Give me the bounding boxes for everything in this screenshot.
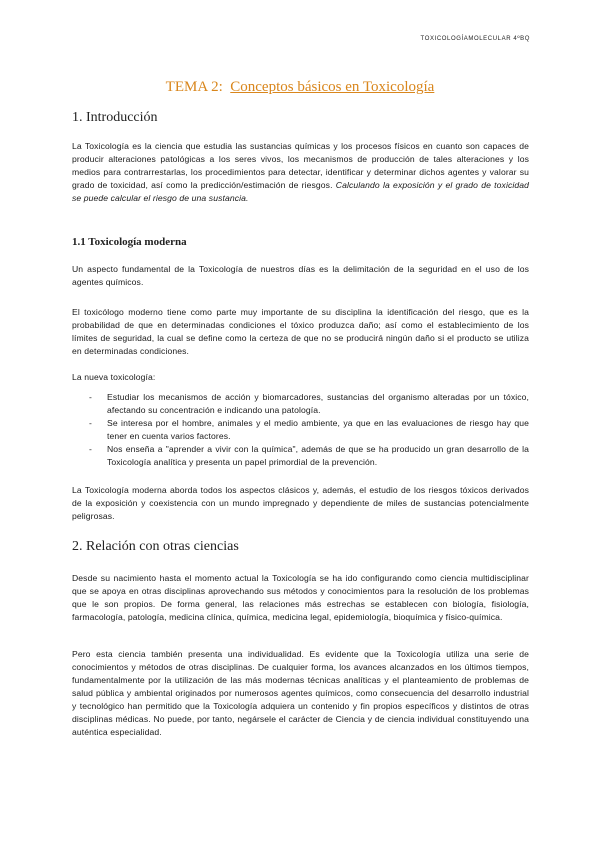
- paragraph-block: [72, 484, 529, 523]
- list-item: [72, 417, 529, 443]
- section-introduccion: [72, 110, 529, 126]
- section-relacion: [72, 539, 529, 555]
- section-heading: 2. Relación con otras ciencias: [72, 539, 239, 554]
- intro-italic-text: Calculando la exposición y el grado de toxicidad se puede calcular el riesgo de una sustancia.: [72, 180, 529, 203]
- paragraph: El toxicólogo moderno tiene como parte muy importante de su disciplina la identificación del riesgo, que es la probabilidad de que en determinadas condiciones el tóxico produzca daño; así como el establecimiento de los límites de seguridad, la cual se define como la certeza de que no se producirá ningún daño si el producto se utiliza en determinadas condiciones.: [72, 307, 529, 356]
- list-item-text: Se interesa por el hombre, animales y el medio ambiente, ya que en las evaluaciones de riesgo hay que tener en cuenta varios factores.: [107, 418, 529, 441]
- section-heading: 1. Introducción: [72, 110, 158, 125]
- paragraph: La Toxicología moderna aborda todos los aspectos clásicos y, además, el estudio de los riesgos tóxicos derivados de la exposición y coexistencia con un mundo impregnado y dependiente de miles de sustancias potencialmente peligrosas.: [72, 485, 529, 521]
- list-item-text: Estudiar los mecanismos de acción y biomarcadores, sustancias del organismo alteradas por un tóxico, afectando su concentración e indicando una patología.: [107, 392, 529, 415]
- dash-list: [72, 391, 529, 469]
- intro-paragraph-block: [72, 140, 529, 205]
- list-intro-block: [72, 371, 529, 384]
- title-link[interactable]: Conceptos básicos en Toxicología: [230, 79, 435, 95]
- paragraph: Pero esta ciencia también presenta una individualidad. Es evidente que la Toxicología utiliza una serie de conocimientos y métodos de otras disciplinas. De cualquier forma, los avances alcanzados en los últimos tiempos, fundamentalmente por la utilización de las más modernas técnicas analíticas y el planteamiento de problemas de salud pública y ambiental originados por numerosos agentes químicos, como consecuencia del desarrollo industrial y tecnológico han permitido que la Toxicología adquiera un contenido y fin propios específicos y distintos de otras disciplinas médicas. No puede, por tanto, negársele el carácter de Ciencia y de ciencia individual constituyendo una auténtica especialidad.: [72, 649, 529, 737]
- section-toxicologia-moderna: [72, 236, 529, 248]
- list-item-text: Nos enseña a "aprender a vivir con la química", además de que se ha producido un gran desarrollo de la Toxicología analítica y presenta un papel primordial de la prevención.: [107, 444, 529, 467]
- paragraph-block: [72, 648, 529, 739]
- paragraph-block: [72, 306, 529, 358]
- list-item: [72, 443, 529, 469]
- bullet-mark: -: [89, 444, 92, 454]
- list-item: [72, 391, 529, 417]
- bullet-mark: -: [89, 392, 92, 402]
- page-title: [0, 79, 600, 96]
- running-header: TOXICOLOGÍAMOLECULAR 4ºBQ: [420, 36, 530, 42]
- paragraph-block: [72, 572, 529, 624]
- paragraph: Un aspecto fundamental de la Toxicología de nuestros días es la delimitación de la seguridad en el uso de los agentes químicos.: [72, 264, 529, 287]
- bullet-mark: -: [89, 418, 92, 428]
- paragraph: Desde su nacimiento hasta el momento actual la Toxicología se ha ido configurando como ciencia multidisciplinar que se apoya en otras disciplinas aprovechando sus métodos y conocimientos para la resolución de los problemas que le son propios. De forma general, las relaciones más estrechas se establecen con biología, fisiología, farmacología, patología, medicina clínica, química, medicina legal, epidemiología, bioquímica y físico-química.: [72, 573, 529, 622]
- list-intro: La nueva toxicología:: [72, 372, 156, 382]
- title-prefix: TEMA 2:: [165, 79, 223, 95]
- intro-paragraph: [72, 140, 529, 205]
- intro-text: La Toxicología es la ciencia que estudia las sustancias químicas y los procesos físicos en cuanto son capaces de producir alteraciones patológicas a los seres vivos, los mecanismos de producción de tales alteraciones y los medios para contrarrestarlas, los procedimientos para detectar, identificar y determinar dichos agentes y valorar su grado de toxicidad, así como la predicción/estimación de riesgos.: [72, 141, 529, 190]
- subsection-heading: 1.1 Toxicología moderna: [72, 236, 187, 248]
- paragraph-block: [72, 263, 529, 289]
